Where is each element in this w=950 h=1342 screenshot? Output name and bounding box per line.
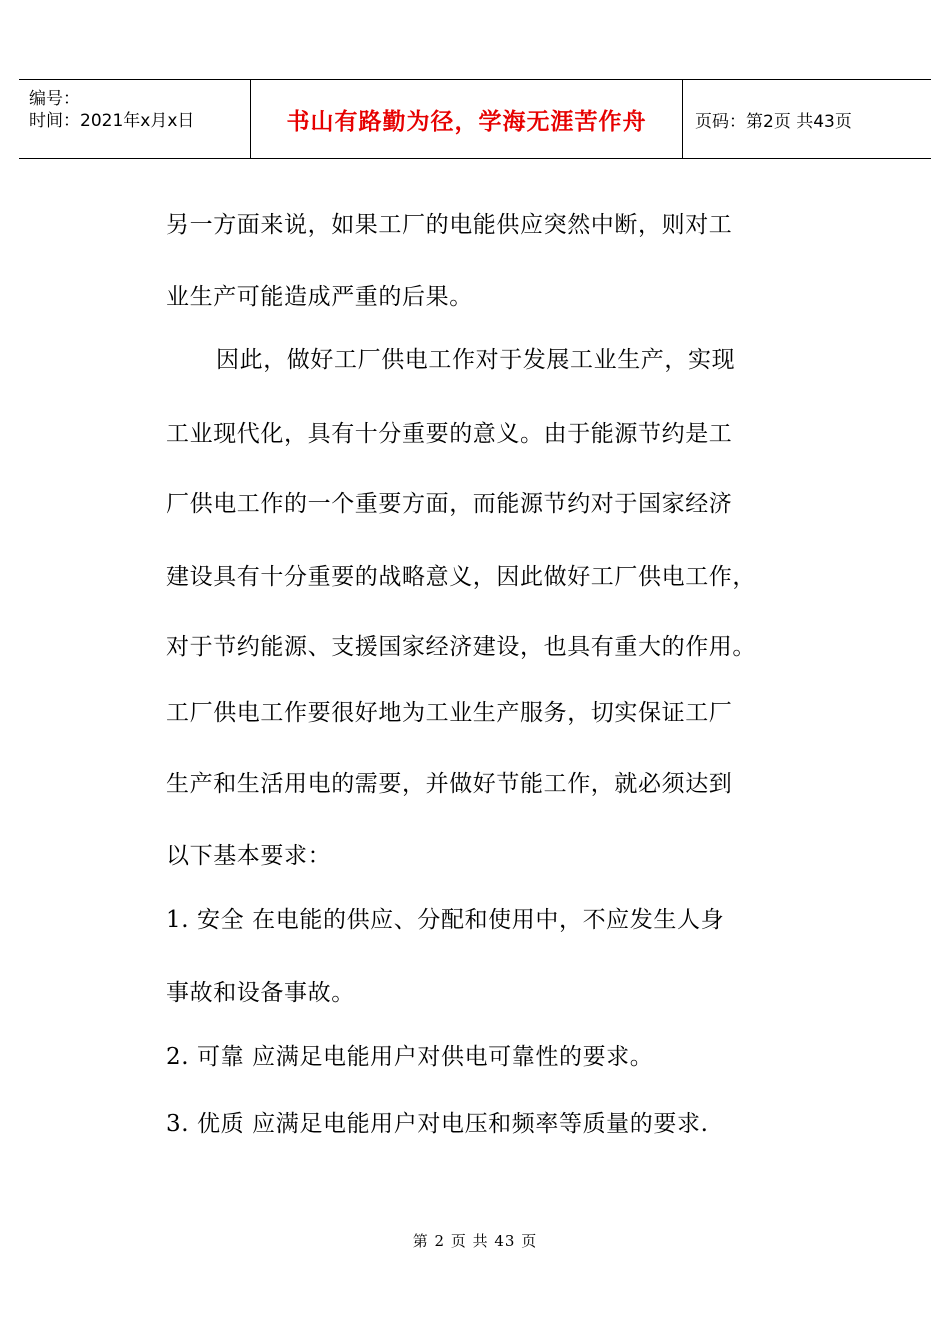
body-line: 业生产可能造成严重的后果。	[166, 284, 473, 310]
body-line: 对于节约能源、支援国家经济建设，也具有重大的作用。	[166, 634, 756, 660]
body-line: 2. 可靠 应满足电能用户对供电可靠性的要求。	[166, 1044, 654, 1070]
body-line: 以下基本要求：	[166, 843, 332, 869]
header-page-cell	[683, 80, 931, 158]
body-line: 厂供电工作的一个重要方面，而能源节约对于国家经济	[166, 491, 733, 517]
header-motto-cell	[251, 80, 683, 158]
document-header	[19, 79, 931, 159]
body-line: 生产和生活用电的需要，并做好节能工作，就必须达到	[166, 771, 733, 797]
page-footer: 第 2 页 共 43 页	[412, 1232, 538, 1250]
body-line: 1. 安全 在电能的供应、分配和使用中，不应发生人身	[166, 907, 725, 933]
document-number-label: 编号：	[29, 89, 80, 109]
body-line: 另一方面来说，如果工厂的电能供应突然中断，则对工	[166, 212, 733, 238]
body-line: 工厂供电工作要很好地为工业生产服务，切实保证工厂	[166, 700, 733, 726]
body-line: 因此，做好工厂供电工作对于发展工业生产，实现	[216, 347, 736, 373]
body-line: 事故和设备事故。	[166, 980, 355, 1006]
header-page-info: 页码：第2页 共43页	[695, 111, 852, 132]
header-motto: 书山有路勤为径，学海无涯苦作舟	[286, 108, 647, 135]
body-line: 3. 优质 应满足电能用户对电压和频率等质量的要求.	[166, 1111, 709, 1137]
body-line: 建设具有十分重要的战略意义，因此做好工厂供电工作，	[166, 564, 756, 590]
document-time-label: 时间：2021年x月x日	[29, 111, 195, 131]
body-line: 工业现代化，具有十分重要的意义。由于能源节约是工	[166, 421, 733, 447]
header-meta-cell	[19, 80, 251, 158]
